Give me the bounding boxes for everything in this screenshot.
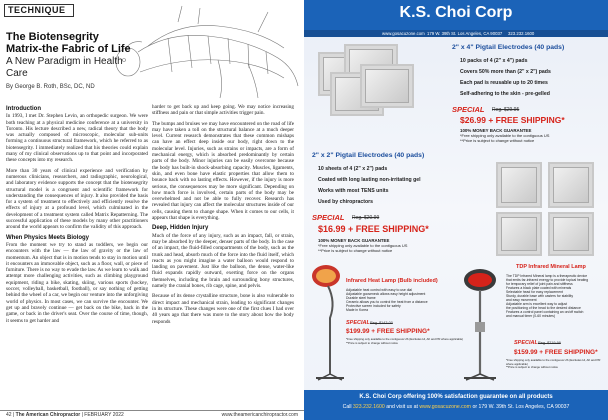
call-label: Call [342,404,352,410]
article-column-1 [6,104,148,328]
product3-feature-6: Made in Korea [346,308,369,312]
product3-price: $199.99 + FREE SHIPPING* [346,328,430,335]
product3-note-1: *Free shipping only available to the contiguous US (Excludes HI, AK and PR where applicable) [346,337,464,341]
col2-paragraph-2: The bumps and bruises we may have encountered on the road of life may have taken a toll on the structural balance at a much deeper level. Current research demonstrates that these common mishaps can have an effect deep inside our body, right down to the molecular level. Injuries, such as strains or impacts, are a form of mechanical energy, which is absorbed predominantly by certain parts of the body. Minor injuries can be easily overcome because the body has built-in shock-absorbing capacity. Muscles, ligaments, skin, and even bone have elastic properties that allow them to bounce back with no lasting effects. However, if the injury is more serious, the consequences may be more significant. Depending on how much force is involved, certain parts of the body may be overwhelmed and not be able to fully recover. Research has revealed that injury can affect the molecular structures inside of our cells, causing them to change shape. When it comes to our cells, it appears that shape is everything. [152,120,294,222]
product1-feature-4: Self-adhering to the skin - pre-gelled [460,91,550,97]
deep-injury-heading: Deep, Hidden Injury [152,225,209,232]
page-number: 42 [6,412,12,418]
product3-features [346,288,450,312]
product3-title: Infrared Heat Lamp (Bulb included) [346,278,438,284]
advertisement-page [304,0,608,420]
product1-reg-price: Reg. $29.95 [492,107,520,113]
product2-note-1: *Free shipping only available to the contiguous US [318,243,408,248]
product4-special: SPECIAL [514,340,538,346]
product4-features [506,274,606,318]
product1-feature-3: Each pad is reusable up to 20 times [460,80,548,86]
contact-address: 179 W. 39th St. Los Angeles, CA 90037 [427,31,503,36]
product2-price: $16.99 + FREE SHIPPING* [318,224,429,234]
product1-guarantee: 100% MONEY BACK GUARANTEE [460,128,532,133]
visit-label: and visit us at [386,404,418,410]
product4-feature-8: Adjustable arm is excellent way to adjust [506,302,568,306]
product4-feature-11: and manual timer (0-60 minutes) [506,314,555,318]
product4-reg-price: Reg. $219.99 [538,341,561,345]
physics-paragraph: From the moment we try to stand as toddlers, we begin our encounters with the law — the law of gravity or the law of momentum. An object that is in motion tends to stay in motion until it encounters an immovable object, such as a floor, wall, or piece of furniture. There is no way to evade the law. As we learn to walk and attempt more challenging activities, such as climbing playground equipment, riding a bike, skating, skiing, various sports (hockey, soccer, volleyball, basketball, football), or say nothing of getting behind the wheel of a car, we begin our venture into the unforgiving world of physics. In most cases, we can survive the encounter. We get up and bravely continue — get back on the bike, back in the game, or back in the driver's seat. Over the course of time, though, it seems to get harder and [6,241,148,324]
product2-title: 2" x 2" Pigtail Electrodes (40 pads) [312,152,425,159]
product3-feature-3: Durable steel frame [346,296,376,300]
product4-feature-3: for temporary relief of joint pain and stiffness [506,282,573,286]
product4-price: $159.99 + FREE SHIPPING* [514,349,598,356]
contact-bar [304,30,608,37]
product4-notes [506,359,606,370]
section-tag: TECHNIQUE [4,4,74,17]
product3-note-2: **Price is subject to change without notice [346,340,398,345]
byline: By George B. Roth, BSc, DC, ND [6,84,95,90]
product1-notes [460,128,549,143]
product3-reg-price: Reg. $143.00 [370,321,393,325]
product1-note-1: *Free shipping only available to the contiguous US [460,133,550,138]
intro-paragraph-2: More than 30 years of clinical experience and verification by numerous clinicians, researchers, and radiographic, neurological, and laboratory evidence supports the concept that the biotensegrity structural model is a congruent and scientific framework for understanding the consequences of injury. It also provided the basis for a system of treatment to effectively and efficiently resolve the effects of injury at a profound level, which culminated in the development of a treatment system called Matrix Repatterning. The successful application of these models by many other practitioners around the world appears to confirm the validity of this approach. [6,167,148,231]
product4-feature-7: and easy movement [506,298,537,302]
product2-notes [318,238,407,253]
product3-feature-2: Adjustable gooseneck allows easy height adjustment [346,292,426,296]
contact-phone: 323.232.1600 [508,31,535,36]
product1-feature-2: Covers 50% more than (2" x 2") pads [460,69,551,75]
product2-feature-3: Works with most TENS units [318,188,389,194]
product4-feature-10: Features a control panel containing an on/off switch [506,310,584,314]
product2-note-2: **Price is subject to change without notice [318,248,393,253]
physics-heading: When Physics Meets Biology [6,234,90,241]
product4-feature-6: Sturdy, durable base with casters for stability [506,294,574,298]
brand-name: K.S. Choi Corp [399,4,513,21]
guarantee-banner: K.S. Choi Corp offering 100% satisfaction guarantee on all products [359,394,553,400]
product4-title: TDP Infrared Mineral Lamp [516,264,586,270]
contact-web[interactable]: www.gosacuzone.com [382,31,425,36]
product2-feature-2: Coated with long lasting non-irritating gel [318,177,421,183]
article-headline [6,31,146,90]
col2-paragraph-4: Because of its dense crystalline structure, bone is also vulnerable to direct impact and mechanical strain, leading to significant changes in its structure. These changes were one of the first clues I had over 40 years ago that there was more to the story about how the body responds [152,293,294,325]
article-title-line1: The Biotensegrity [6,31,99,43]
issue-date: FEBRUARY 2022 [84,412,124,418]
product4-feature-2: that emits far-infrared energy to provide topical heating [506,278,589,282]
or-label: or [472,404,478,410]
product4-note-2: **Price is subject to change without notice [506,365,558,370]
product2-feature-1: 10 sheets of 4 (2" x 2") pads [318,166,388,172]
page-footer: 42 | The American Chiropractor | FEBRUARY 2022 www.theamericanchiropractor.com [0,410,304,420]
article-subtitle-line2: Care [6,68,28,79]
product1-feature-1: 10 packs of 4 (2" x 4") pads [460,58,528,64]
product4-feature-1: The TDP Infrared Mineral lamp is a therapeutic device [506,274,588,278]
product1-special: SPECIAL [452,105,485,114]
publication-name: The American Chiropractor [15,412,81,418]
contact-line [304,404,608,410]
product2-feature-4: Used by chiropractors [318,199,374,205]
col2-paragraph-1: harder to get back up and keep going. We may notice increasing stiffness and pain or that simple activities trigger pain. [152,104,294,117]
intro-heading: Introduction [6,106,41,112]
product4-note-1: *Free shipping only available to the contiguous US (Excludes HI, AK and PR where applicable) [506,358,601,366]
product1-note-2: **Price is subject to change without notice [460,138,535,143]
product1-price: $26.99 + FREE SHIPPING* [460,115,565,125]
product2-special: SPECIAL [312,213,345,222]
product3-notes [346,338,463,345]
product2-guarantee: 100% MONEY BACK GUARANTEE [318,238,390,243]
bottom-banner [304,390,608,420]
intro-paragraph-1: In 1993, I met Dr. Stephen Levin, an orthopedic surgeon. We were both teaching at a physical medicine conference at a university in Toronto. His lecture described a new, radical theory that the body was actually composed of microscopic, molecular sub-units forming a continuous structural framework, which he referred to as biotensegrity. I immediately realized that his theories could explain many of my clinical observations up to that point and incorporated these concepts into my research. [6,113,148,164]
article-column-2 [152,104,294,329]
bottom-address: 179 W. 39th St. Los Angeles, CA 90037 [478,404,570,410]
footer-url: www.theamericanchiropractor.com [221,412,298,418]
bottom-web[interactable]: www.gosacuzone.com [419,404,471,410]
product3-feature-5: Protective screen included for safety [346,304,401,308]
brand-header [304,0,608,30]
bottom-phone[interactable]: 323.232.1600 [353,404,385,410]
product3-feature-4: Ceramic allows you to control the heat from a distance [346,300,428,304]
product1-title: 2" x 4" Pigtail Electrodes (40 pads) [452,44,565,51]
product3-feature-1: Adjustable heat control with easy to use dial [346,288,412,292]
article-subtitle-line1: A New Paradigm in Health [6,56,123,67]
article-title-line2: Matrix-the Fabric of Life [6,43,131,55]
product4-feature-4: Features a black plate coated with minerals [506,286,572,290]
product3-special: SPECIAL [346,320,370,326]
col2-paragraph-3: Much of the force of any injury, such as an impact, fall, or strain, may be absorbed by the deeper, denser parts of the body. In the case of an impact, the fluid-filled compartments of the body, such as the trunk and head, absorb much of the force into the fluid itself, which reacts as you might imagine a water balloon would respond to landing on pavement. Just like the balloon, the dense, water-like fluid expands rapidly outward, exerting force on the organs themselves, including the brain and surrounding bony structures, namely the cranial bones, rib cage, spine, and pelvis. [152,232,294,290]
product4-feature-5: Selectable head for easy replacement [506,290,563,294]
tdp-lamp-image [458,266,502,386]
heat-lamp-image [308,262,348,386]
product2-reg-price: Reg. $20.99 [352,215,380,221]
product4-feature-9: the positioning of the head to the desired distance [506,306,581,310]
